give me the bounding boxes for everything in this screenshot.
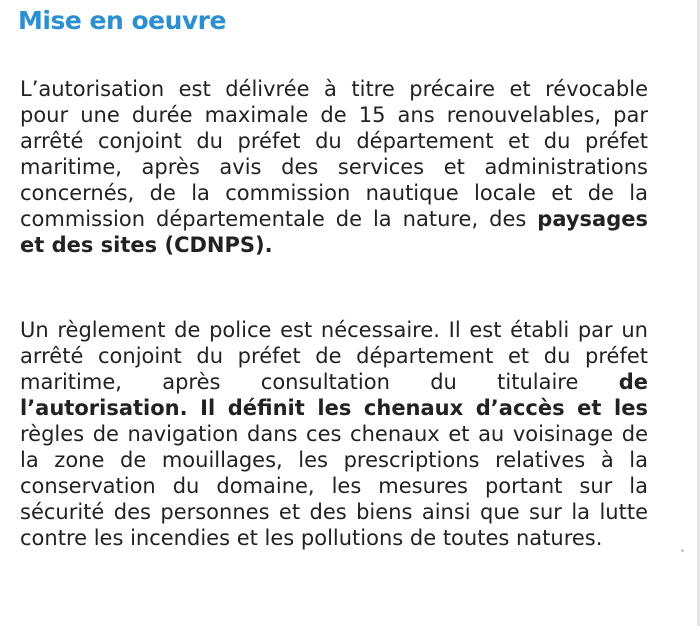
paragraph-police-bold-text: de l’autorisation. Il définit les chenaux d’accès et les: [20, 370, 648, 420]
section-heading: Mise en oeuvre: [18, 6, 226, 35]
paragraph-police-regulation: [20, 317, 648, 551]
paragraph-authorization: [20, 76, 648, 258]
paragraph-police-text-start: Un règlement de police est nécessaire. Il est établi par un arrêté conjoint du préfet de département et du préfet maritime, après consultation du titulaire: [20, 318, 648, 394]
paragraph-authorization-text: L’autorisation est délivrée à titre précaire et révocable pour une durée maximale de 15 ans renouvelables, par arrêté conjoint du préfet du département et du préfet maritime, après avis des services et administrations concernés, de la commission nautique locale et de la commission départementale de la nature, des: [20, 77, 648, 231]
paragraph-authorization-bold-text: paysages et des sites (CDNPS).: [20, 207, 648, 257]
paragraph-police-text-end: règles de navigation dans ces chenaux et au voisinage de la zone de mouillages, les prescriptions relatives à la conservation du domaine, les mesures portant sur la sécurité des personnes et des biens ainsi que sur la lutte contre les incendies et les pollutions de toutes natures.: [20, 422, 648, 550]
scan-speck: [681, 549, 684, 552]
